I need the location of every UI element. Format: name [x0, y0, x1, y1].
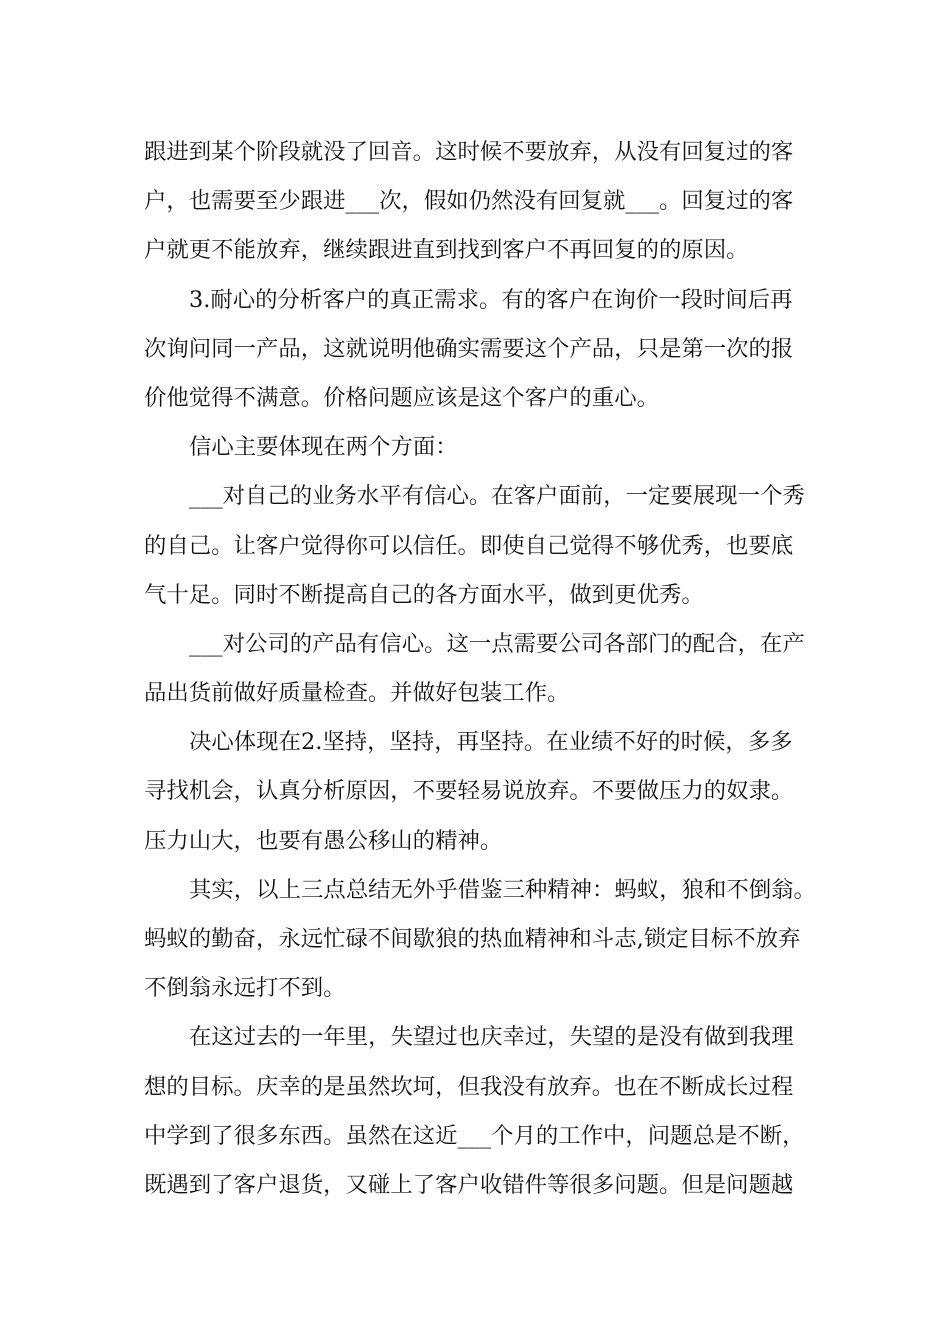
paragraph-determination	[144, 718, 834, 866]
text-line: 在这过去的一年里，失望过也庆幸过，失望的是没有做到我理	[189, 1024, 794, 1051]
paragraph-self-confidence	[144, 472, 834, 620]
text-line: 寻找机会，认真分析原因，不要轻易说放弃。不要做压力的奴隶。	[144, 778, 794, 805]
text-line: 次询问同一产品，这就说明他确实需要这个产品，只是第一次的报	[144, 335, 794, 362]
paragraph-confidence-intro	[144, 423, 834, 472]
text-line: 户就更不能放弃，继续跟进直到找到客户不再回复的的原因。	[144, 237, 749, 264]
text-line: ___对自己的业务水平有信心。在客户面前，一定要展现一个秀	[189, 483, 805, 510]
paragraph-year-review	[144, 1013, 834, 1210]
text-line: 品出货前做好质量检查。并做好包装工作。	[144, 680, 570, 707]
text-line: ___对公司的产品有信心。这一点需要公司各部门的配合，在产	[189, 630, 805, 657]
paragraph-follow-up	[144, 128, 834, 276]
text-line: 信心主要体现在两个方面：	[189, 434, 458, 461]
text-line: 气十足。同时不断提高自己的各方面水平，做到更优秀。	[144, 581, 704, 608]
document-body	[144, 128, 834, 1210]
text-line: 中学到了很多东西。虽然在这近___个月的工作中，问题总是不断，	[144, 1122, 805, 1149]
text-line: 3.耐心的分析客户的真正需求。有的客户在询价一段时间后再	[189, 286, 793, 313]
paragraph-three-spirits	[144, 866, 834, 1014]
text-line: 的自己。让客户觉得你可以信任。即使自己觉得不够优秀，也要底	[144, 532, 794, 559]
text-line: 既遇到了客户退货，又碰上了客户收错件等很多问题。但是问题越	[144, 1171, 794, 1198]
text-line: 决心体现在2.坚持，坚持，再坚持。在业绩不好的时候，多多	[189, 729, 793, 756]
paragraph-product-confidence	[144, 620, 834, 718]
text-line: 其实，以上三点总结无外乎借鉴三种精神：蚂蚁，狼和不倒翁。	[189, 876, 816, 903]
text-line: 想的目标。庆幸的是虽然坎坷，但我没有放弃。也在不断成长过程	[144, 1073, 794, 1100]
text-line: 蚂蚁的勤奋，永远忙碌不间歇狼的热血精神和斗志,锁定目标不放弃	[144, 926, 801, 952]
text-line: 户，也需要至少跟进___次，假如仍然没有回复就___。回复过的客	[144, 188, 794, 215]
text-line: 不倒翁永远打不到。	[144, 975, 346, 1002]
text-line: 价他觉得不满意。价格问题应该是这个客户的重心。	[144, 384, 659, 411]
paragraph-patience	[144, 276, 834, 424]
text-line: 跟进到某个阶段就没了回音。这时候不要放弃，从没有回复过的客	[144, 139, 794, 165]
text-line: 压力山大，也要有愚公移山的精神。	[144, 827, 503, 854]
